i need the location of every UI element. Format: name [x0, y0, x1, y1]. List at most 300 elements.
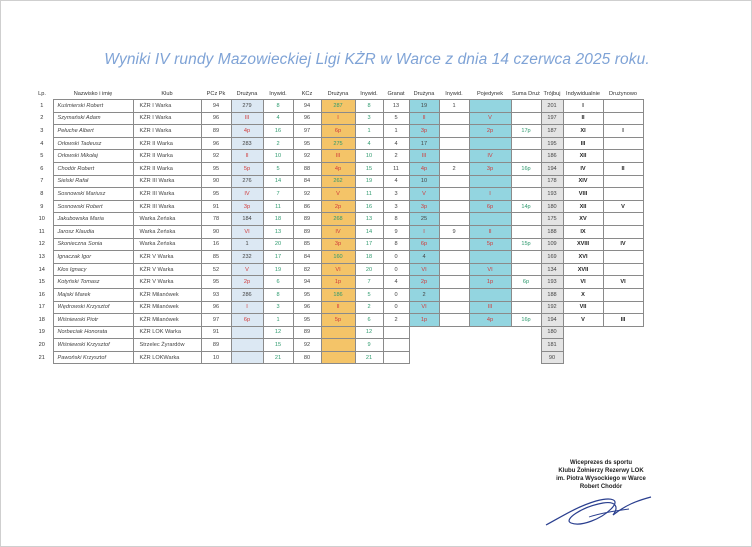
column-header: Drużynowo — [609, 91, 637, 97]
table-cell: 286 — [231, 288, 263, 301]
table-cell: Warka Żeńska — [133, 238, 201, 251]
table-cell: 89 — [293, 225, 321, 238]
table-cell — [469, 175, 511, 188]
table-cell: 197 — [541, 112, 563, 125]
column-header: Inywid. — [360, 91, 378, 97]
table-cell: 17 — [263, 251, 293, 264]
table-cell: 96 — [201, 137, 231, 150]
table-cell: 193 — [541, 188, 563, 201]
table-cell — [383, 339, 409, 352]
table-cell: KŻR LOK Warka — [133, 326, 201, 339]
table-cell: KŻR I Warka — [133, 125, 201, 138]
table-cell: 95 — [293, 288, 321, 301]
table-cell: 84 — [293, 175, 321, 188]
column-header: Klub — [161, 91, 173, 97]
table-cell: KŻR I Warka — [133, 100, 201, 113]
table-cell: III — [469, 301, 511, 314]
table-cell: XVII — [563, 263, 603, 276]
table-cell: 20 — [38, 342, 45, 349]
table-cell: Warka Żeńska — [133, 225, 201, 238]
table-cell — [603, 263, 643, 276]
table-cell: I — [409, 225, 439, 238]
results-table — [31, 89, 644, 364]
table-cell: II — [231, 150, 263, 163]
table-cell: 21 — [355, 351, 383, 364]
table-cell: 11 — [355, 188, 383, 201]
table-cell: 9 — [439, 225, 469, 238]
table-cell: I — [563, 100, 603, 113]
table-cell: 287 — [321, 100, 355, 113]
table-cell: 17 — [38, 304, 45, 311]
table-cell: 5 — [383, 112, 409, 125]
column-header: Drużyna — [236, 91, 258, 97]
table-cell: IV — [563, 162, 603, 175]
table-cell: 12 — [263, 326, 293, 339]
table-cell: 6 — [263, 276, 293, 289]
table-cell: 13 — [263, 225, 293, 238]
table-cell: 180 — [541, 200, 563, 213]
column-header: Pojedynek — [476, 91, 504, 97]
table-cell: 192 — [541, 301, 563, 314]
table-cell — [511, 100, 541, 113]
table-cell: 1 — [231, 238, 263, 251]
table-cell: II — [321, 301, 355, 314]
table-cell: 96 — [201, 301, 231, 314]
table-cell: Wiśniewski Piotr — [53, 314, 133, 327]
table-cell: 9 — [383, 225, 409, 238]
table-row — [31, 175, 643, 188]
column-header: PCz Pk — [206, 91, 226, 97]
table-row — [31, 314, 643, 327]
table-cell — [469, 137, 511, 150]
table-cell — [439, 263, 469, 276]
table-cell: 15 — [263, 339, 293, 352]
table-cell: 82 — [293, 263, 321, 276]
table-cell: 97 — [201, 314, 231, 327]
table-cell: VI — [321, 263, 355, 276]
table-cell — [511, 112, 541, 125]
table-cell: XII — [563, 150, 603, 163]
table-cell: 268 — [321, 213, 355, 226]
table-cell: 14 — [263, 175, 293, 188]
table-cell — [469, 213, 511, 226]
table-cell: 8 — [355, 100, 383, 113]
table-cell — [511, 137, 541, 150]
table-row — [31, 188, 643, 201]
table-cell: 21 — [38, 354, 45, 361]
table-cell: 95 — [201, 276, 231, 289]
table-row — [31, 225, 643, 238]
table-cell: 96 — [293, 301, 321, 314]
table-cell: 4p — [469, 314, 511, 327]
table-cell: 16 — [38, 291, 45, 298]
table-cell — [511, 351, 541, 364]
table-cell: 18 — [263, 213, 293, 226]
table-cell: 19 — [355, 175, 383, 188]
table-cell: 93 — [201, 288, 231, 301]
table-row — [31, 200, 643, 213]
table-cell: 4p — [321, 162, 355, 175]
table-cell: 19 — [263, 263, 293, 276]
table-cell: 19 — [38, 329, 45, 336]
table-row — [31, 351, 643, 364]
table-cell: 0 — [383, 263, 409, 276]
table-cell: KŻR V Warka — [133, 251, 201, 264]
table-cell — [439, 276, 469, 289]
table-cell: V — [409, 188, 439, 201]
table-cell: 14p — [511, 200, 541, 213]
table-cell: 13 — [383, 100, 409, 113]
table-row — [31, 251, 643, 264]
table-cell: 94 — [201, 100, 231, 113]
table-cell: Sosnowski Robert — [53, 200, 133, 213]
table-cell: 11 — [263, 200, 293, 213]
table-cell: Pełuche Albert — [53, 125, 133, 138]
table-cell: 12 — [38, 241, 45, 248]
table-cell: 85 — [201, 251, 231, 264]
table-cell — [469, 351, 511, 364]
table-cell: 6 — [40, 165, 44, 172]
page-title: Wyniki IV rundy Mazowieckiej Ligi KŻR w Warce z dnia 14 czerwca 2025 roku. — [104, 51, 650, 68]
table-cell — [603, 175, 643, 188]
table-cell — [439, 150, 469, 163]
table-cell: 18 — [355, 251, 383, 264]
table-cell — [439, 326, 469, 339]
table-cell: 15p — [511, 238, 541, 251]
table-row — [31, 288, 643, 301]
table-cell — [511, 150, 541, 163]
table-cell: 0 — [383, 301, 409, 314]
table-cell: I — [321, 112, 355, 125]
table-cell: 178 — [541, 175, 563, 188]
table-cell: 181 — [541, 339, 563, 352]
table-cell: 88 — [293, 162, 321, 175]
table-cell: KŻR II Warka — [133, 162, 201, 175]
table-cell: 1 — [439, 100, 469, 113]
signature-line-1: Wiceprezes ds sportu — [570, 460, 632, 466]
table-row — [31, 213, 643, 226]
table-cell: X — [563, 288, 603, 301]
table-cell: KŻR V Warka — [133, 276, 201, 289]
column-header: Suma Druż — [512, 91, 540, 97]
table-cell: 186 — [541, 150, 563, 163]
column-header: Indywidualnie — [566, 91, 600, 97]
column-header: Drużyna — [327, 91, 349, 97]
table-cell: 95 — [293, 137, 321, 150]
table-cell: 17 — [409, 137, 439, 150]
table-cell: 91 — [201, 326, 231, 339]
table-cell: VIII — [563, 188, 603, 201]
table-cell — [439, 188, 469, 201]
table-cell: 195 — [541, 137, 563, 150]
table-cell: 13 — [355, 213, 383, 226]
table-cell — [511, 188, 541, 201]
table-cell: III — [409, 150, 439, 163]
table-body — [31, 100, 643, 364]
column-header: Granat — [387, 91, 405, 97]
table-cell: 17p — [511, 125, 541, 138]
table-cell: 2p — [409, 276, 439, 289]
table-cell: 5 — [263, 162, 293, 175]
table-cell: 9 — [40, 203, 44, 210]
table-cell — [603, 213, 643, 226]
table-cell: 8 — [263, 100, 293, 113]
table-cell: 194 — [541, 314, 563, 327]
table-cell: 188 — [541, 288, 563, 301]
table-cell: Strzelec Żyrardów — [133, 339, 201, 352]
table-cell: IV — [603, 238, 643, 251]
table-cell — [383, 326, 409, 339]
table-cell — [603, 251, 643, 264]
table-cell: 5 — [355, 288, 383, 301]
table-cell: Skonieczna Sonia — [53, 238, 133, 251]
table-cell — [603, 339, 643, 352]
table-cell: Orłowski Mikołaj — [53, 150, 133, 163]
table-cell: VI — [231, 225, 263, 238]
table-cell: 4 — [409, 251, 439, 264]
table-cell: Norbeciak Honorata — [53, 326, 133, 339]
table-cell: 193 — [541, 276, 563, 289]
table-cell: Kotyński Tomasz — [53, 276, 133, 289]
table-cell: IV — [321, 225, 355, 238]
table-cell — [439, 200, 469, 213]
table-cell: 16 — [263, 125, 293, 138]
table-cell: 4 — [383, 276, 409, 289]
column-header: Nazwisko i imię — [73, 91, 113, 97]
table-cell: KŻR II Warka — [133, 150, 201, 163]
table-cell: KŻR V Warka — [133, 263, 201, 276]
table-cell — [603, 288, 643, 301]
table-cell: 97 — [293, 125, 321, 138]
table-cell: KŻR II Warka — [133, 137, 201, 150]
table-row — [31, 339, 643, 352]
table-cell: 13 — [38, 253, 45, 260]
table-cell — [511, 175, 541, 188]
table-cell: 10 — [201, 351, 231, 364]
column-header: Inywid. — [445, 91, 463, 97]
table-cell: 180 — [541, 326, 563, 339]
table-row — [31, 162, 643, 175]
table-cell: 1 — [383, 125, 409, 138]
table-cell: Jakubowska Maria — [53, 213, 133, 226]
table-cell: 5p — [469, 238, 511, 251]
table-cell: 86 — [293, 200, 321, 213]
table-cell: 2 — [263, 137, 293, 150]
table-cell: 232 — [231, 251, 263, 264]
table-cell: 6p — [409, 238, 439, 251]
table-cell: 0 — [383, 288, 409, 301]
table-cell: 2 — [383, 150, 409, 163]
table-cell — [409, 351, 439, 364]
table-cell — [469, 251, 511, 264]
table-cell — [603, 112, 643, 125]
table-cell — [439, 125, 469, 138]
table-cell: 1p — [469, 276, 511, 289]
table-row — [31, 301, 643, 314]
table-cell — [321, 351, 355, 364]
table-cell: 85 — [293, 238, 321, 251]
table-row — [31, 137, 643, 150]
table-cell: 4 — [383, 137, 409, 150]
table-cell: 2 — [355, 301, 383, 314]
table-cell: 2 — [383, 314, 409, 327]
table-cell — [439, 175, 469, 188]
table-cell: VI — [563, 276, 603, 289]
column-header: Drużyna — [413, 91, 435, 97]
table-cell — [439, 213, 469, 226]
table-cell: V — [469, 112, 511, 125]
table-cell: 160 — [321, 251, 355, 264]
table-cell — [603, 150, 643, 163]
table-cell — [603, 326, 643, 339]
table-cell: 2 — [409, 288, 439, 301]
table-cell: 10 — [263, 150, 293, 163]
table-cell: KŻR III Warka — [133, 175, 201, 188]
table-cell: XV — [563, 213, 603, 226]
table-cell: 17 — [355, 238, 383, 251]
table-cell: 4p — [409, 162, 439, 175]
table-cell: III — [603, 314, 643, 327]
column-header: KCz — [301, 91, 313, 97]
table-cell: I — [603, 125, 643, 138]
table-cell: 4p — [231, 125, 263, 138]
table-cell: 90 — [201, 225, 231, 238]
table-cell: KŻR I Warka — [133, 112, 201, 125]
table-cell: 3 — [355, 112, 383, 125]
table-cell — [321, 326, 355, 339]
table-cell: 95 — [201, 188, 231, 201]
table-cell: XVI — [563, 251, 603, 264]
table-cell — [469, 100, 511, 113]
table-cell — [603, 100, 643, 113]
table-cell — [439, 351, 469, 364]
table-cell — [469, 339, 511, 352]
table-cell — [603, 351, 643, 364]
table-cell: 3p — [469, 162, 511, 175]
table-cell: 8 — [40, 190, 44, 197]
table-cell: Szymański Adam — [53, 112, 133, 125]
table-cell: 91 — [201, 200, 231, 213]
table-cell — [603, 301, 643, 314]
table-cell: KŻR Milanówek — [133, 301, 201, 314]
table-cell: 8 — [383, 213, 409, 226]
table-cell — [409, 339, 439, 352]
table-cell: 12 — [355, 326, 383, 339]
table-cell: V — [603, 200, 643, 213]
table-row — [31, 112, 643, 125]
table-cell: 1p — [409, 314, 439, 327]
table-cell: 187 — [541, 125, 563, 138]
table-cell: 1p — [321, 276, 355, 289]
table-cell: II — [469, 225, 511, 238]
table-cell — [439, 137, 469, 150]
table-cell: Wędrowski Krzysztof — [53, 301, 133, 314]
table-cell: 175 — [541, 213, 563, 226]
table-cell: KŻR Milanówek — [133, 288, 201, 301]
table-cell: Kuśmierski Robert — [53, 100, 133, 113]
table-cell: 3p — [321, 238, 355, 251]
table-cell — [603, 137, 643, 150]
table-cell: VI — [469, 263, 511, 276]
table-cell: 169 — [541, 251, 563, 264]
table-row — [31, 125, 643, 138]
table-cell: KŻR III Warka — [133, 188, 201, 201]
table-row — [31, 276, 643, 289]
table-cell: 1 — [263, 314, 293, 327]
table-cell — [439, 112, 469, 125]
table-cell — [439, 301, 469, 314]
table-cell: 4 — [263, 112, 293, 125]
table-cell: II — [409, 112, 439, 125]
table-cell — [511, 339, 541, 352]
table-cell: 4 — [355, 137, 383, 150]
table-cell — [439, 288, 469, 301]
table-cell: 14 — [355, 225, 383, 238]
table-cell — [439, 238, 469, 251]
table-cell: 134 — [541, 263, 563, 276]
table-cell: 3p — [409, 125, 439, 138]
table-cell — [383, 351, 409, 364]
table-cell: Majski Marek — [53, 288, 133, 301]
table-row — [31, 238, 643, 251]
table-cell: VI — [409, 301, 439, 314]
table-cell: 7 — [355, 276, 383, 289]
table-cell: 10 — [38, 216, 45, 223]
table-cell: 16p — [511, 314, 541, 327]
table-cell: 95 — [201, 162, 231, 175]
table-cell: III — [321, 150, 355, 163]
table-cell: V — [321, 188, 355, 201]
table-cell: 262 — [321, 175, 355, 188]
column-header: Inywid. — [269, 91, 287, 97]
table-cell: 11 — [38, 228, 45, 235]
table-cell: 3 — [40, 127, 44, 134]
table-cell: 94 — [293, 276, 321, 289]
table-cell: III — [231, 112, 263, 125]
table-cell: 84 — [293, 251, 321, 264]
column-header: Lp. — [38, 91, 46, 98]
table-cell: 92 — [201, 150, 231, 163]
table-cell: 2 — [439, 162, 469, 175]
table-cell: 94 — [293, 100, 321, 113]
table-cell — [439, 251, 469, 264]
table-cell: 21 — [263, 351, 293, 364]
table-cell: 20 — [355, 263, 383, 276]
signature-line-3: im. Piotra Wysockiego w Warce — [556, 476, 646, 482]
table-cell: Pawoński Krzysztof — [53, 351, 133, 364]
table-cell: 89 — [293, 213, 321, 226]
table-cell: 184 — [231, 213, 263, 226]
table-cell — [321, 339, 355, 352]
table-row — [31, 150, 643, 163]
table-cell: 3p — [409, 200, 439, 213]
table-cell: Sielski Rafał — [53, 175, 133, 188]
table-cell: 90 — [541, 351, 563, 364]
table-cell: 1 — [40, 102, 44, 109]
table-cell: 109 — [541, 238, 563, 251]
table-cell — [511, 263, 541, 276]
table-cell — [563, 339, 603, 352]
table-cell: 4 — [40, 140, 44, 147]
table-cell: XI — [563, 125, 603, 138]
table-cell: Jarosz Klaudia — [53, 225, 133, 238]
table-cell: 2p — [231, 276, 263, 289]
table-cell: 15 — [355, 162, 383, 175]
table-cell: 4 — [383, 175, 409, 188]
table-cell: 275 — [321, 137, 355, 150]
table-cell: 16p — [511, 162, 541, 175]
column-header: Trójbuj — [543, 91, 561, 97]
